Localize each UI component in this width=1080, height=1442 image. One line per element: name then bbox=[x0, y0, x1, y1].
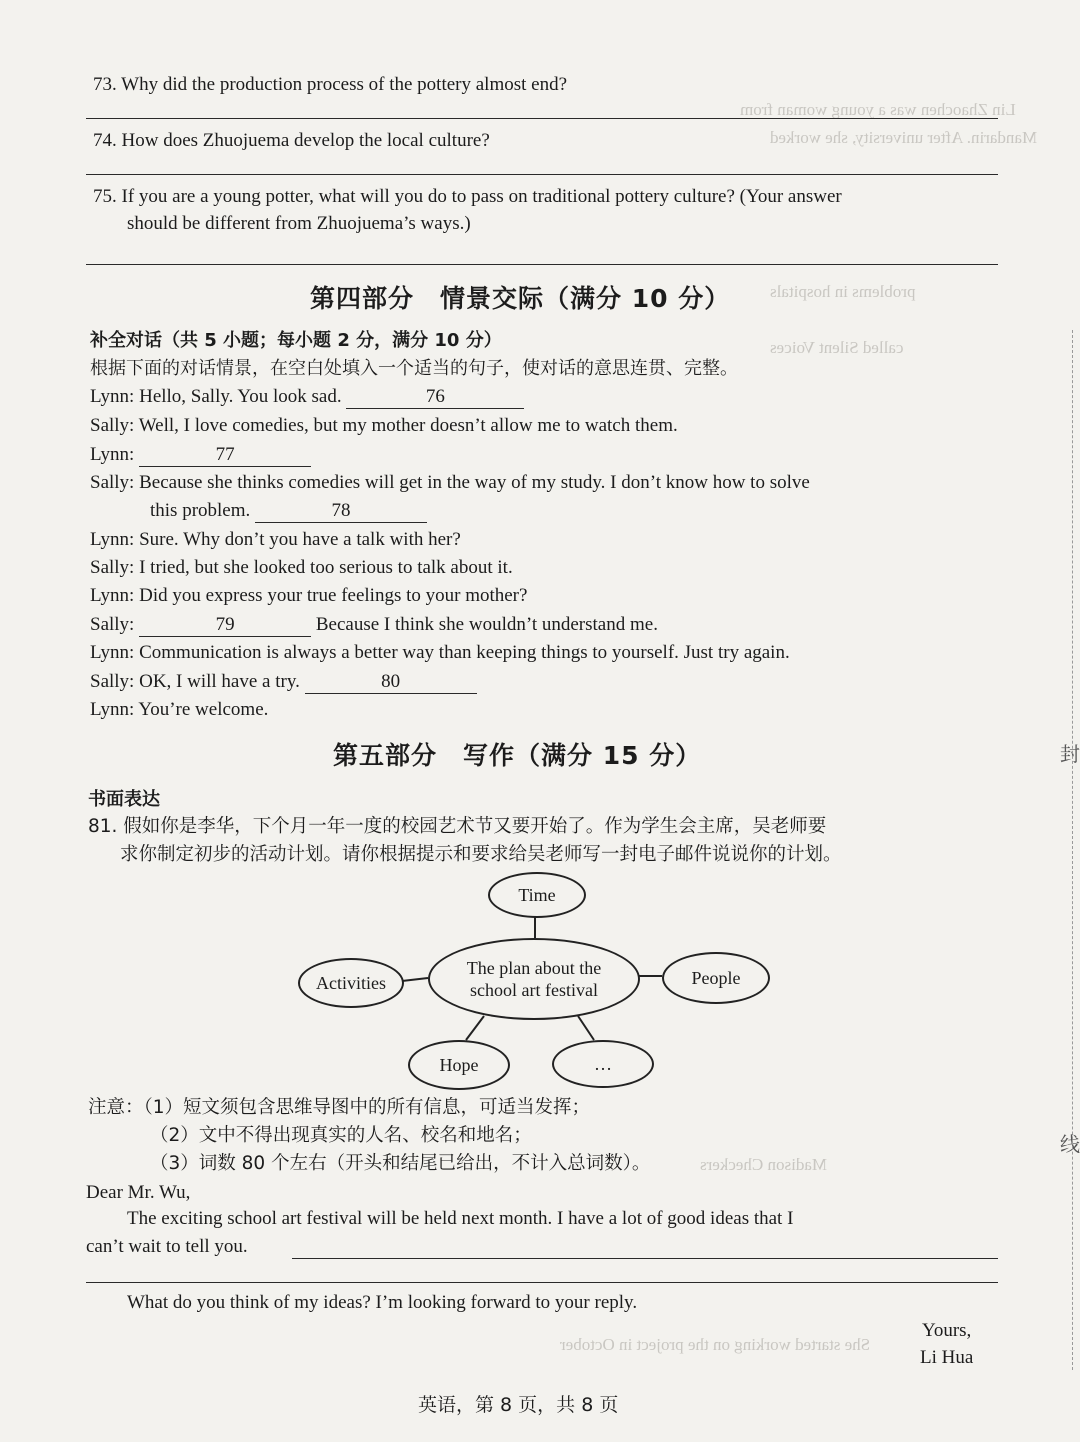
bleed-through-text: called Silent Voices bbox=[770, 338, 904, 357]
dialogue-text: Because she thinks comedies will get in the way of my study. I don’t know how to solve bbox=[139, 472, 810, 493]
speaker: Lynn: bbox=[90, 699, 135, 720]
letter-closing: What do you think of my ideas? I’m looking forward to your reply. bbox=[127, 1292, 638, 1313]
dialogue-text: Did you express your true feelings to your mother? bbox=[139, 585, 528, 606]
mindmap-node-time bbox=[488, 872, 586, 918]
question-75-line2: should be different from Zhuojuema’s ways.) bbox=[127, 213, 471, 234]
writing-prompt-line1: 81. 假如你是李华，下个月一年一度的校园艺术节又要开始了。作为学生会主席，吴老师要 bbox=[88, 816, 827, 837]
mindmap-node-activities bbox=[298, 958, 404, 1008]
writing-prompt-line2: 求你制定初步的活动计划。请你根据提示和要求给吴老师写一封电子邮件说说你的计划。 bbox=[120, 844, 842, 865]
blank-77[interactable]: 77 bbox=[139, 444, 311, 467]
bleed-through-text: Mandarin. After university, she worked bbox=[770, 128, 1038, 147]
letter-signature: Li Hua bbox=[920, 1347, 974, 1368]
mindmap-node-people-label: People bbox=[691, 968, 741, 988]
speaker: Sally: bbox=[90, 472, 135, 493]
speaker: Lynn: bbox=[90, 529, 135, 550]
notes-label: 注意： bbox=[88, 1097, 144, 1118]
bleed-through-text: problems in hospitals bbox=[770, 282, 916, 301]
dialogue-text: OK, I will have a try. bbox=[139, 671, 300, 692]
dialogue-text: Well, I love comedies, but my mother doesn’t allow me to watch them. bbox=[138, 415, 678, 436]
speaker: Lynn: bbox=[90, 444, 135, 465]
part4-title: 第四部分 情景交际（满分 10 分） bbox=[310, 284, 731, 313]
page-footer: 英语，第 8 页，共 8 页 bbox=[418, 1394, 619, 1416]
mindmap-node-people bbox=[662, 952, 770, 1004]
mindmap-node-activities-label: Activities bbox=[316, 973, 386, 993]
question-73: 73. Why did the production process of the pottery almost end? bbox=[93, 74, 568, 95]
bleed-through-text: She started working on the project in October bbox=[560, 1335, 871, 1354]
blank-79[interactable]: 79 bbox=[139, 614, 311, 637]
dialogue-text: Sure. Why don’t you have a talk with her? bbox=[139, 529, 461, 550]
mindmap-node-more-label: … bbox=[594, 1054, 612, 1074]
binding-dashed-line bbox=[1072, 330, 1073, 1370]
bleed-through-text: Lin Zhaochen was a young woman from bbox=[740, 100, 1016, 119]
dialogue-text: I tried, but she looked too serious to talk about it. bbox=[139, 557, 513, 578]
binding-mark-line: 线 bbox=[1060, 1132, 1080, 1156]
writing-line-2[interactable] bbox=[86, 1282, 998, 1283]
mindmap-node-hope-label: Hope bbox=[439, 1055, 479, 1075]
letter-greeting: Dear Mr. Wu, bbox=[86, 1182, 191, 1203]
mindmap-center-label bbox=[467, 957, 601, 1001]
mindmap-node-time-label: Time bbox=[518, 885, 556, 905]
speaker: Sally: bbox=[90, 557, 135, 578]
question-74: 74. How does Zhuojuema develop the local culture? bbox=[93, 130, 490, 151]
blank-76[interactable]: 76 bbox=[346, 386, 524, 409]
note-1: （1）短文须包含思维导图中的所有信息，可适当发挥； bbox=[143, 1097, 591, 1118]
speaker: Lynn: bbox=[90, 585, 135, 606]
dialogue-text: Hello, Sally. You look sad. bbox=[139, 386, 342, 407]
speaker: Lynn: bbox=[90, 642, 135, 663]
part5-subtitle: 书面表达 bbox=[88, 789, 160, 810]
mindmap-center-line1: The plan about the bbox=[466, 958, 602, 978]
dialogue-text: this problem. bbox=[150, 500, 251, 521]
notes bbox=[88, 1095, 590, 1121]
blank-78[interactable]: 78 bbox=[255, 500, 427, 523]
part4-subtitle: 补全对话（共 5 小题；每小题 2 分，满分 10 分） bbox=[90, 330, 502, 351]
speaker: Sally: bbox=[90, 671, 135, 692]
question-75-line1: 75. If you are a young potter, what will you do to pass on traditional pottery culture? (Your answer bbox=[93, 186, 842, 207]
speaker: Sally: bbox=[90, 614, 135, 635]
part5-title: 第五部分 写作（满分 15 分） bbox=[333, 741, 702, 770]
mindmap-center-line2: school art festival bbox=[470, 980, 598, 1000]
speaker: Lynn: bbox=[90, 386, 135, 407]
dialogue-text: Communication is always a better way than keeping things to yourself. Just try again. bbox=[139, 642, 790, 663]
mindmap-node-hope bbox=[408, 1040, 510, 1090]
bleed-through-text: Madison Checkers bbox=[700, 1155, 828, 1174]
speaker: Sally: bbox=[90, 415, 135, 436]
mindmap-center-node bbox=[428, 938, 640, 1020]
writing-line-1[interactable] bbox=[292, 1258, 998, 1259]
note-3: （3）词数 80 个左右（开头和结尾已给出，不计入总词数）。 bbox=[150, 1153, 651, 1174]
letter-opening-line1: The exciting school art festival will be held next month. I have a lot of good ideas that I bbox=[127, 1208, 794, 1229]
dialogue-text: You’re welcome. bbox=[138, 699, 269, 720]
part4-instruction: 根据下面的对话情景，在空白处填入一个适当的句子，使对话的意思连贯、完整。 bbox=[90, 358, 738, 379]
letter-opening-line2: can’t wait to tell you. bbox=[86, 1236, 248, 1257]
note-2: （2）文中不得出现真实的人名、校名和地名； bbox=[150, 1125, 532, 1146]
binding-mark-seal: 封 bbox=[1060, 742, 1080, 766]
blank-80[interactable]: 80 bbox=[305, 671, 477, 694]
mindmap-node-more bbox=[552, 1040, 654, 1088]
dialogue-text: Because I think she wouldn’t understand me. bbox=[315, 614, 658, 635]
letter-signoff: Yours, bbox=[922, 1320, 972, 1341]
